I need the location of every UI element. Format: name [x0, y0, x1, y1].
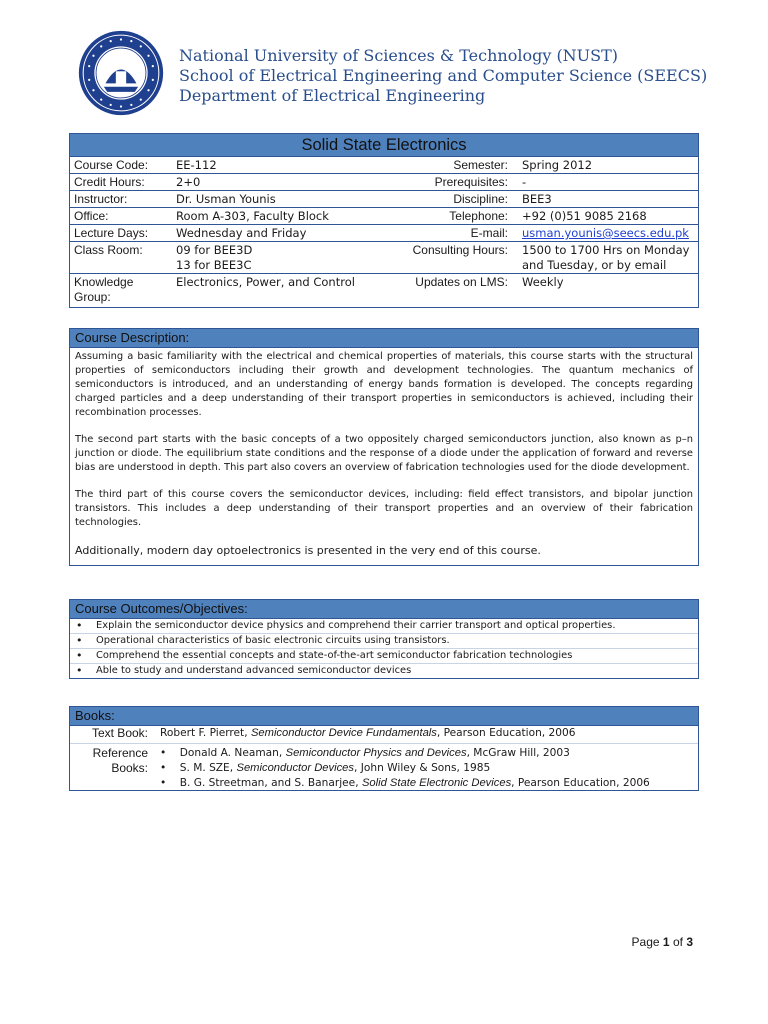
- label-email: E-mail:: [470, 226, 508, 240]
- outcome-text: Explain the semiconductor device physics and comprehend their carrier transport and optical properties.: [96, 620, 616, 631]
- course-info-table: [69, 133, 699, 308]
- outcome-item: [70, 663, 698, 678]
- label-prerequisites: Prerequisites:: [434, 175, 508, 189]
- course-description-section: [69, 328, 699, 566]
- value-knowledge-group: Electronics, Power, and Control: [176, 275, 355, 289]
- label-knowledge-group-1: Knowledge: [74, 275, 134, 289]
- text-book-label: Text Book:: [91, 726, 148, 740]
- text-book-row: [70, 726, 698, 744]
- email-link[interactable]: usman.younis@seecs.edu.pk: [522, 226, 689, 240]
- info-row-lecture-days: [70, 224, 698, 241]
- value-credit-hours: 2+0: [176, 175, 201, 189]
- reference-label-1: Reference: [92, 746, 148, 760]
- value-semester: Spring 2012: [522, 158, 593, 172]
- outcome-item: [70, 648, 698, 663]
- value-instructor: Dr. Usman Younis: [176, 192, 276, 206]
- info-row-course-code: [70, 156, 698, 173]
- description-paragraph: Assuming a basic familiarity with the electrical and chemical properties of materials, this course starts with the structural properties of semiconductors including their growth and development technologies. The quantum mechanics of semiconductors is introduced, and an understanding of energy bands formation is developed. The concepts regarding charged particles and a deep understanding of their transport properties in semiconductors is achieved, including their recombination processes.: [75, 351, 693, 418]
- value-class-room-2: 13 for BEE3C: [176, 258, 252, 272]
- reference-book-item: • B. G. Streetman, and S. Banarjee, Solid State Electronic Devices, Pearson Education, 2006: [160, 777, 650, 789]
- outcome-text: Operational characteristics of basic electronic circuits using transistors.: [96, 635, 450, 646]
- info-row-office: [70, 207, 698, 224]
- value-telephone: +92 (0)51 9085 2168: [522, 209, 647, 223]
- books-heading: Books:: [70, 707, 698, 726]
- value-class-room-1: 09 for BEE3D: [176, 243, 253, 257]
- label-class-room: Class Room:: [74, 243, 143, 257]
- info-row-class-room: [70, 241, 698, 273]
- label-instructor: Instructor:: [74, 192, 128, 206]
- outcome-text: Able to study and understand advanced semiconductor devices: [96, 665, 412, 676]
- description-paragraph: Additionally, modern day optoelectronics is presented in the very end of this course.: [75, 544, 541, 557]
- outcomes-list: [70, 619, 698, 678]
- university-name: National University of Sciences & Technology (NUST): [179, 46, 619, 65]
- bullet: •: [160, 762, 167, 774]
- bullet: •: [76, 664, 83, 677]
- value-discipline: BEE3: [522, 192, 552, 206]
- bullet: •: [76, 649, 83, 662]
- course-outcomes-heading: Course Outcomes/Objectives:: [70, 600, 698, 619]
- page-number: Page 1 of 3: [631, 935, 693, 949]
- value-lecture-days: Wednesday and Friday: [176, 226, 307, 240]
- label-consulting-hours: Consulting Hours:: [412, 243, 508, 257]
- course-outcomes-section: [69, 599, 699, 679]
- bullet: •: [160, 777, 167, 789]
- reference-label-2: Books:: [111, 761, 148, 775]
- nust-seal-logo: [78, 30, 164, 116]
- school-name: School of Electrical Engineering and Computer Science (SEECS): [179, 66, 708, 85]
- description-paragraph: The second part starts with the basic concepts of a two oppositely charged semiconductors junction, also known as p–n junction or diode. The equilibrium state conditions and the response of a diode under the application of forward and reverse bias are understood in depth. This part also covers an overview of fabrication technologies used for the diode development.: [75, 434, 693, 473]
- label-lecture-days: Lecture Days:: [74, 226, 149, 240]
- department-name: Department of Electrical Engineering: [179, 86, 486, 105]
- course-description-heading: Course Description:: [70, 329, 698, 348]
- reference-books-row: [70, 744, 698, 790]
- label-office: Office:: [74, 209, 109, 223]
- info-row-instructor: [70, 190, 698, 207]
- value-prerequisites: -: [522, 175, 527, 189]
- label-telephone: Telephone:: [449, 209, 508, 223]
- course-description-body: [70, 348, 698, 565]
- value-updates-on-lms: Weekly: [522, 275, 564, 289]
- value-consulting-hours-1: 1500 to 1700 Hrs on Monday: [522, 243, 690, 257]
- label-course-code: Course Code:: [74, 158, 149, 172]
- label-semester: Semester:: [453, 158, 508, 172]
- course-title: Solid State Electronics: [70, 134, 698, 156]
- label-discipline: Discipline:: [453, 192, 508, 206]
- label-updates-on-lms: Updates on LMS:: [415, 275, 508, 289]
- value-consulting-hours-2: and Tuesday, or by email: [522, 258, 667, 272]
- label-knowledge-group-2: Group:: [74, 290, 111, 304]
- text-book-value: Robert F. Pierret, Semiconductor Device Fundamentals, Pearson Education, 2006: [160, 727, 576, 739]
- outcome-item: [70, 619, 698, 633]
- institution-header: [179, 46, 707, 106]
- bullet: •: [76, 619, 83, 632]
- value-course-code: EE-112: [176, 158, 217, 172]
- info-row-credit-hours: [70, 173, 698, 190]
- info-row-knowledge-group: [70, 273, 698, 307]
- books-section: [69, 706, 699, 791]
- reference-book-item: • S. M. SZE, Semiconductor Devices, John Wiley & Sons, 1985: [160, 762, 491, 774]
- outcome-text: Comprehend the essential concepts and state-of-the-art semiconductor fabrication technologies: [96, 650, 573, 661]
- value-office: Room A-303, Faculty Block: [176, 209, 329, 223]
- description-paragraph: The third part of this course covers the semiconductor devices, including: field effect transistors, and bipolar junction transistors. This includes a deep understanding of their transport properties and an overview of their fabrication technologies.: [75, 489, 693, 528]
- bullet: •: [76, 634, 83, 647]
- bullet: •: [160, 747, 167, 759]
- label-credit-hours: Credit Hours:: [74, 175, 145, 189]
- reference-book-item: • Donald A. Neaman, Semiconductor Physics and Devices, McGraw Hill, 2003: [160, 747, 570, 759]
- outcome-item: [70, 633, 698, 648]
